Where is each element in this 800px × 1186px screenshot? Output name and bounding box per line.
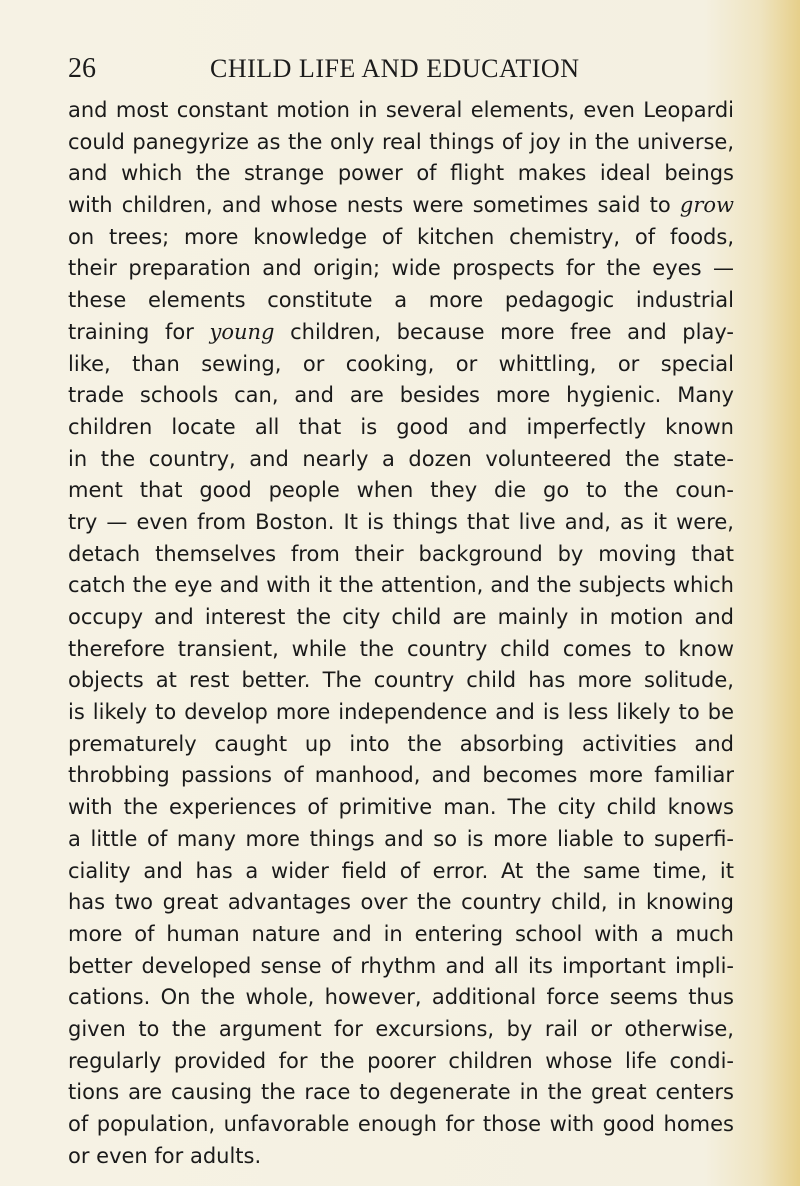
text-segment: could panegyrize as the only real things of joy in the universe, (68, 129, 734, 154)
text-segment: and most constant motion in several elements, even Leopardi (68, 98, 734, 122)
text-line (68, 127, 734, 159)
text-line (68, 1077, 734, 1109)
text-segment: and which the strange power of flight makes ideal beings (68, 161, 734, 186)
text-segment: given to the argument for excursions, by rail or otherwise, (68, 1016, 734, 1041)
page-header (68, 52, 732, 86)
text-line (68, 792, 734, 824)
text-line (68, 824, 734, 856)
text-segment: their preparation and origin; wide prospects for the eyes — (68, 256, 734, 281)
text-line (68, 760, 734, 792)
text-line (68, 570, 734, 602)
text-segment: with children, and whose nests were sometimes said to (68, 193, 680, 218)
text-line (68, 919, 734, 951)
text-segment: has two great advantages over the country child, in knowing (68, 890, 734, 915)
text-line (68, 982, 734, 1014)
text-segment: cations. On the whole, however, additional force seems thus (68, 985, 734, 1010)
text-segment: more of human nature and in entering school with a much (68, 921, 734, 946)
text-segment: catch the eye and with it the attention, and the subjects which (68, 573, 734, 598)
text-segment: regularly provided for the poorer children whose life condi- (68, 1048, 734, 1073)
text-segment: better developed sense of rhythm and all its important impli- (68, 953, 734, 978)
text-line (68, 380, 734, 412)
text-segment: or even for adults. (68, 1143, 262, 1168)
text-segment: children, because more free and play- (274, 319, 734, 344)
text-segment: tions are causing the race to degenerate in the great centers (68, 1080, 734, 1105)
text-line (68, 856, 734, 888)
text-segment: on trees; more knowledge of kitchen chemistry, of foods, (68, 224, 734, 249)
text-line (68, 697, 734, 729)
text-line (68, 634, 734, 666)
text-line (68, 158, 734, 190)
text-line (68, 1141, 734, 1173)
text-line (68, 1046, 734, 1078)
text-line (68, 539, 734, 571)
text-segment: in the country, and nearly a dozen volunteered the state- (68, 446, 734, 471)
text-segment: try — even from Boston. It is things that live and, as it were, (68, 509, 734, 534)
text-line (68, 951, 734, 983)
page-number: 26 (68, 53, 96, 84)
text-segment: like, than sewing, or cooking, or whittling, or special (68, 351, 734, 376)
body-paragraph (68, 95, 734, 1172)
text-line (68, 349, 734, 381)
text-segment: is likely to develop more independence and is less likely to be (68, 700, 734, 725)
text-segment: ment that good people when they die go to the coun- (68, 478, 734, 503)
text-line (68, 475, 734, 507)
italic-word: grow (679, 193, 734, 218)
text-line (68, 1014, 734, 1046)
text-line (68, 444, 734, 476)
text-segment: of population, unfavorable enough for those with good homes (68, 1112, 734, 1136)
text-line (68, 253, 734, 285)
text-line (68, 729, 734, 761)
text-segment: throbbing passions of manhood, and becomes more familiar (68, 763, 734, 788)
text-line (68, 507, 734, 539)
text-line (68, 317, 734, 349)
text-segment: prematurely caught up into the absorbing activities and (68, 731, 734, 756)
text-segment: detach themselves from their background by moving that (68, 541, 734, 566)
text-line (68, 222, 734, 254)
text-line (68, 887, 734, 919)
text-line (68, 285, 734, 317)
text-segment: objects at rest better. The country child has more solitude, (68, 668, 734, 693)
text-segment: occupy and interest the city child are mainly in motion and (68, 605, 734, 629)
text-segment: a little of many more things and so is more liable to superfi- (68, 826, 734, 851)
text-line (68, 665, 734, 697)
text-line (68, 95, 734, 127)
text-segment: therefore transient, while the country child comes to know (68, 636, 734, 661)
text-line (68, 412, 734, 444)
text-segment: training for (68, 319, 210, 344)
text-segment: ciality and has a wider field of error. At the same time, it (68, 858, 734, 883)
text-segment: trade schools can, and are besides more hygienic. Many (68, 383, 734, 408)
running-title: CHILD LIFE AND EDUCATION (210, 54, 580, 83)
text-segment: these elements constitute a more pedagogic industrial (68, 288, 734, 313)
text-line (68, 602, 734, 634)
text-segment: with the experiences of primitive man. The city child knows (68, 795, 734, 820)
text-segment: children locate all that is good and imperfectly known (68, 414, 734, 439)
text-line (68, 190, 734, 222)
text-line (68, 1109, 734, 1141)
italic-word: young (209, 319, 275, 344)
